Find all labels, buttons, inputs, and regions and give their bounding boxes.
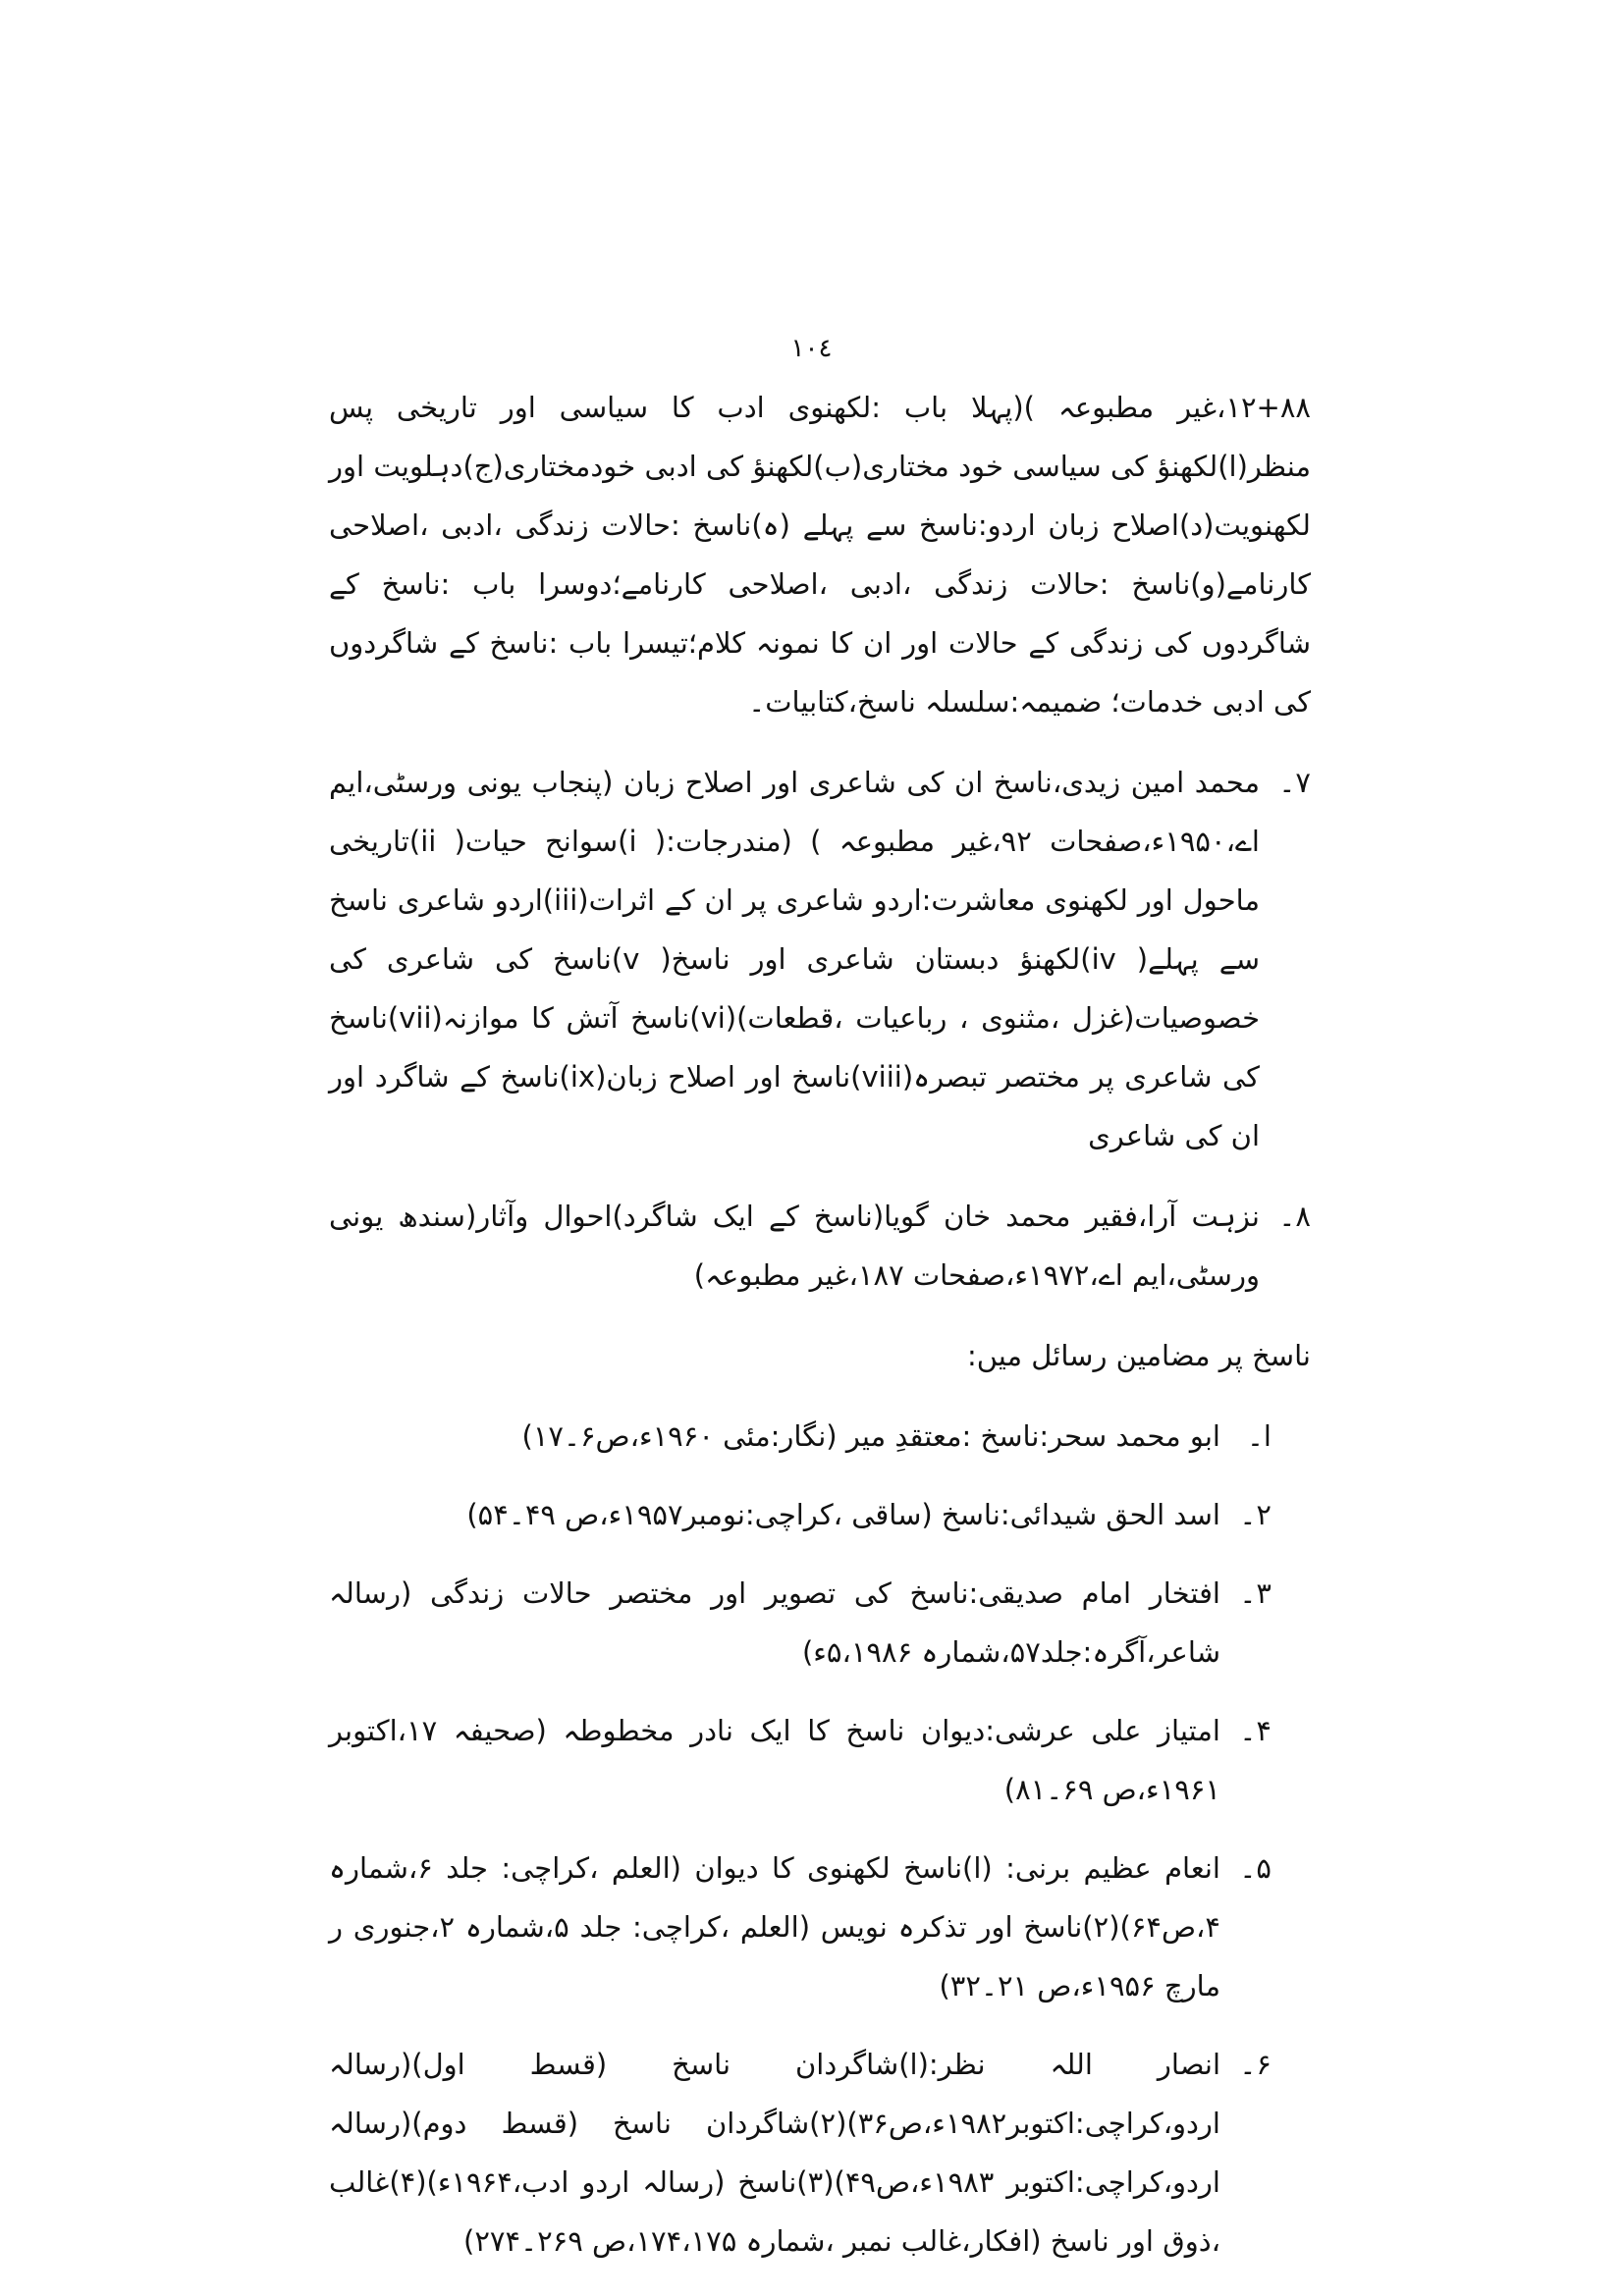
article-entry — [329, 1839, 1271, 2015]
article-entry — [329, 1564, 1271, 1682]
theses-list — [329, 753, 1311, 1305]
entry-number: ۳۔ — [1239, 1576, 1271, 1610]
entry-text: اسد الحق شیدائی:ناسخ (ساقی ،کراچی:نومبر۱۹۵۷ء،ص ۴۹۔۵۴) — [466, 1498, 1220, 1531]
section-heading: ناسخ پر مضامین رسائل میں: — [966, 1339, 1311, 1372]
entry-number: ۵۔ — [1239, 1851, 1271, 1885]
entry-text: ابو محمد سحر:ناسخ :معتقدِ میر (نگار:مئی ۱۹۶۰ء،ص۶۔۱۷) — [521, 1419, 1220, 1453]
entry-text: انعام عظیم برنی: (ا)ناسخ لکھنوی کا دیوان (العلم ،کراچی: جلد ۶،شمارہ ۴،ص۶۴)(۲)ناسخ اور تذکرہ نویس (العلم ،کراچی: جلد ۵،شمارہ ۲،جنوری ر مارچ ۱۹۵۶ء،ص ۲۱۔۳۲) — [329, 1851, 1220, 2002]
entry-text: انصار اللہ نظر:(ا)شاگردان ناسخ (قسط اول)(رسالہ اردو،کراچی:اکتوبر۱۹۸۲ء،ص۳۶)(۲)شاگردان ناسخ (قسط دوم)(رسالہ اردو،کراچی:اکتوبر ۱۹۸۳ء،ص۴۹)(۳)ناسخ (رسالہ اردو ادب،۱۹۶۴ء)(۴)غالب ،ذوق اور ناسخ (افکار،غالب نمبر ،شمارہ ۱۷۴،۱۷۵،ص ۲۶۹۔۲۷۴) — [329, 2048, 1220, 2258]
continuation-paragraph: ٨٨+١٢،غیر مطبوعہ )(پہلا باب :لکھنوی ادب کا سیاسی اور تاریخی پس منظر(ا)لکھنؤ کی سیاسی خود مختاری(ب)لکھنؤ کی ادبی خودمختاری(ج)دہلویت اور لکھنویت(د)اصلاح زبان اردو:ناسخ سے پہلے (ہ)ناسخ :حالات زندگی ،ادبی ،اصلاحی کارنامے(و)ناسخ :حالات زندگی ،ادبی ،اصلاحی کارنامے؛دوسرا باب :ناسخ کے شاگردوں کی زندگی کے حالات اور ان کا نمونہ کلام؛تیسرا باب :ناسخ کے شاگردوں کی ادبی خدمات؛ ضمیمہ:سلسلہ ناسخ،کتابیات۔ — [329, 391, 1311, 719]
entry-number: ۴۔ — [1239, 1714, 1271, 1747]
entry-text: محمد امین زیدی،ناسخ ان کی شاعری اور اصلاح زبان (پنجاب یونی ورسٹی،ایم اے،۱۹۵۰ء،صفحات ۹۲،غیر مطبوعہ ) (مندرجات:( i)سوانح حیات( ii)تاریخی ماحول اور لکھنوی معاشرت:اردو شاعری پر ان کے اثرات(iii)اردو شاعری ناسخ سے پہلے( iv)لکھنؤ دبستان شاعری اور ناسخ( v)ناسخ کی شاعری کی خصوصیات(غزل ،مثنوی ، رباعیات ،قطعات)(vi)ناسخ آتش کا موازنہ(vii)ناسخ کی شاعری پر مختصر تبصرہ(viii)ناسخ اور اصلاح زبان(ix)ناسخ کے شاگرد اور ان کی شاعری — [329, 766, 1261, 1152]
article-entry — [329, 1701, 1271, 1819]
thesis-entry — [329, 753, 1311, 1165]
article-entry — [329, 1407, 1271, 1466]
entry-number: ۸۔ — [1278, 1200, 1311, 1233]
article-entry — [329, 1485, 1271, 1544]
article-entry — [329, 2035, 1271, 2270]
entry-text: نزہت آرا،فقیر محمد خان گویا(ناسخ کے ایک شاگرد)احوال وآثار(سندھ یونی ورسٹی،ایم اے،۱۹۷۲ء،صفحات ۱۸۷،غیر مطبوعہ) — [329, 1200, 1260, 1292]
entry-text: افتخار امام صدیقی:ناسخ کی تصویر اور مختصر حالات زندگی (رسالہ شاعر،آگرہ:جلد۵۷،شمارہ ۵،۱۹۸۶ء) — [329, 1576, 1220, 1669]
entry-text: امتیاز علی عرشی:دیوان ناسخ کا ایک نادر مخطوطہ (صحیفہ ۱۷،اکتوبر ۱۹۶۱ء،ص ۶۹۔۸۱) — [329, 1714, 1220, 1806]
thesis-entry — [329, 1187, 1311, 1305]
page-body — [329, 378, 1311, 2290]
entry-number: ۶۔ — [1239, 2048, 1271, 2081]
articles-list — [329, 1407, 1311, 2270]
entry-number: ۲۔ — [1239, 1498, 1271, 1531]
page-number: ١٠٤ — [790, 334, 833, 363]
entry-number: ۷۔ — [1278, 766, 1311, 799]
entry-number: ا۔ — [1246, 1419, 1271, 1453]
